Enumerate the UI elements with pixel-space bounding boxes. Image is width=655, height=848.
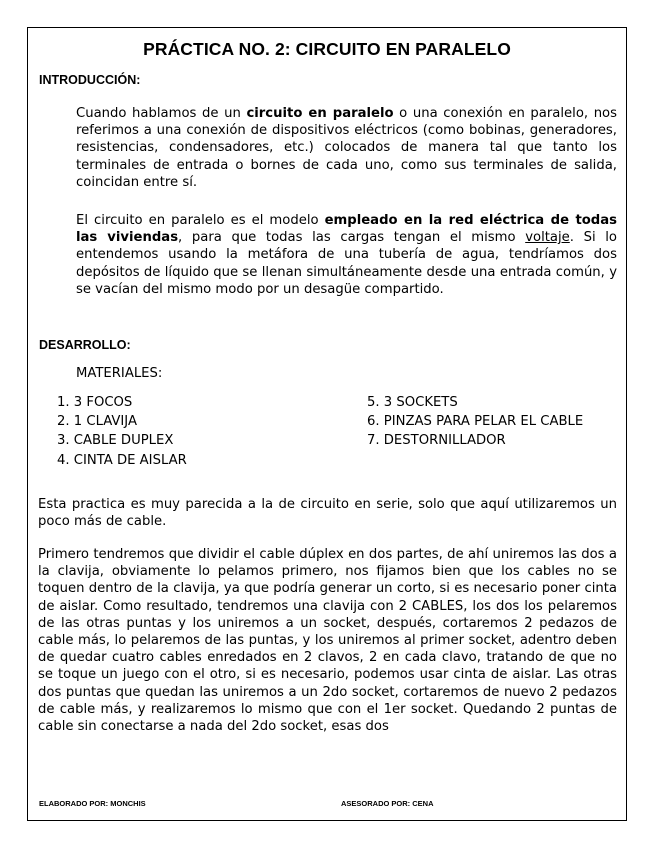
materials-item: 2. 1 CLAVIJA [57, 414, 137, 430]
voltaje-link[interactable]: voltaje [525, 230, 570, 246]
intro-paragraph-1 [76, 105, 617, 191]
development-paragraph-1: Esta practica es muy parecida a la de circuito en serie, solo que aquí utilizaremos un poco más de cable. [38, 497, 617, 530]
materials-label: MATERIALES: [76, 366, 163, 381]
intro-p2-text-c: , para que todas las cargas tengan el mismo [178, 230, 526, 246]
footer-author: ELABORADO POR: MONCHIS [39, 799, 146, 808]
development-paragraph-2: Primero tendremos que dividir el cable dúplex en dos partes, de ahí uniremos las dos a la clavija, obviamente lo pelamos primero, nos fijamos bien que los cables no se toquen dentro de la clavija, ya que podría generar un corto, si es necesario poner cinta de aislar. Como resultado, tendremos una clavija con 2 CABLES, los dos los pelaremos de las otras puntas y los uniremos a un socket, después, cortaremos 2 pedazos de cable más, lo pelaremos de las puntas, y los uniremos al primer socket, adentro deben de quedar cuatro cables enredados en 2 clavos, 2 en cada clavo, tratando de que no se toque un juego con el otro, si es necesario, podemos usar cinta de aislar. Las otras dos puntas que quedan las uniremos a un 2do socket, cortaremos de nuevo 2 pedazos de cable más, y realizaremos lo mismo que con el 1er socket. Quedando 2 puntas de cable sin conectarse a nada del 2do socket, esas dos [38, 547, 617, 735]
page-title: PRÁCTICA NO. 2: CIRCUITO EN PARALELO [143, 39, 511, 59]
materials-item: 3. CABLE DUPLEX [57, 433, 174, 449]
footer-advisor: ASESORADO POR: CENA [341, 799, 434, 808]
intro-p2-text-a: El circuito en paralelo es el modelo [76, 213, 325, 228]
materials-list-left [57, 393, 357, 470]
materials-item: 5. 3 SOCKETS [367, 395, 458, 410]
intro-p2-bold: empleado en la red eléctrica de todas las viviendas [76, 213, 617, 246]
development-heading: DESARROLLO: [39, 338, 131, 352]
materials-item: 6. PINZAS PARA PELAR EL CABLE [367, 414, 584, 430]
intro-p1-text-a: Cuando hablamos de un [76, 106, 247, 121]
intro-p1-text-c: o una conexión en paralelo, nos referimos a una conexión de dispositivos eléctricos (como bobinas, generadores, resistencias, condensadores, etc.) colocados de manera tal que tanto los terminales de entrada o bornes de cada uno, como sus terminales de salida, coincidan entre sí. [76, 106, 617, 190]
intro-p1-bold: circuito en paralelo [246, 106, 394, 121]
materials-item: 1. 3 FOCOS [57, 395, 133, 410]
materials-list-right [367, 393, 629, 451]
materials-item: 7. DESTORNILLADOR [367, 433, 506, 449]
materials-item: 4. CINTA DE AISLAR [57, 452, 187, 468]
intro-paragraph-2 [76, 212, 617, 298]
page-frame [27, 27, 627, 821]
intro-heading: INTRODUCCIÓN: [39, 73, 141, 87]
intro-p2-text-e: . Si lo entendemos usando la metáfora de una tubería de agua, tendríamos dos depósitos de líquido que se llenan simultáneamente desde una entrada común, y se vacían del mismo modo por un desagüe compartido. [76, 230, 617, 297]
